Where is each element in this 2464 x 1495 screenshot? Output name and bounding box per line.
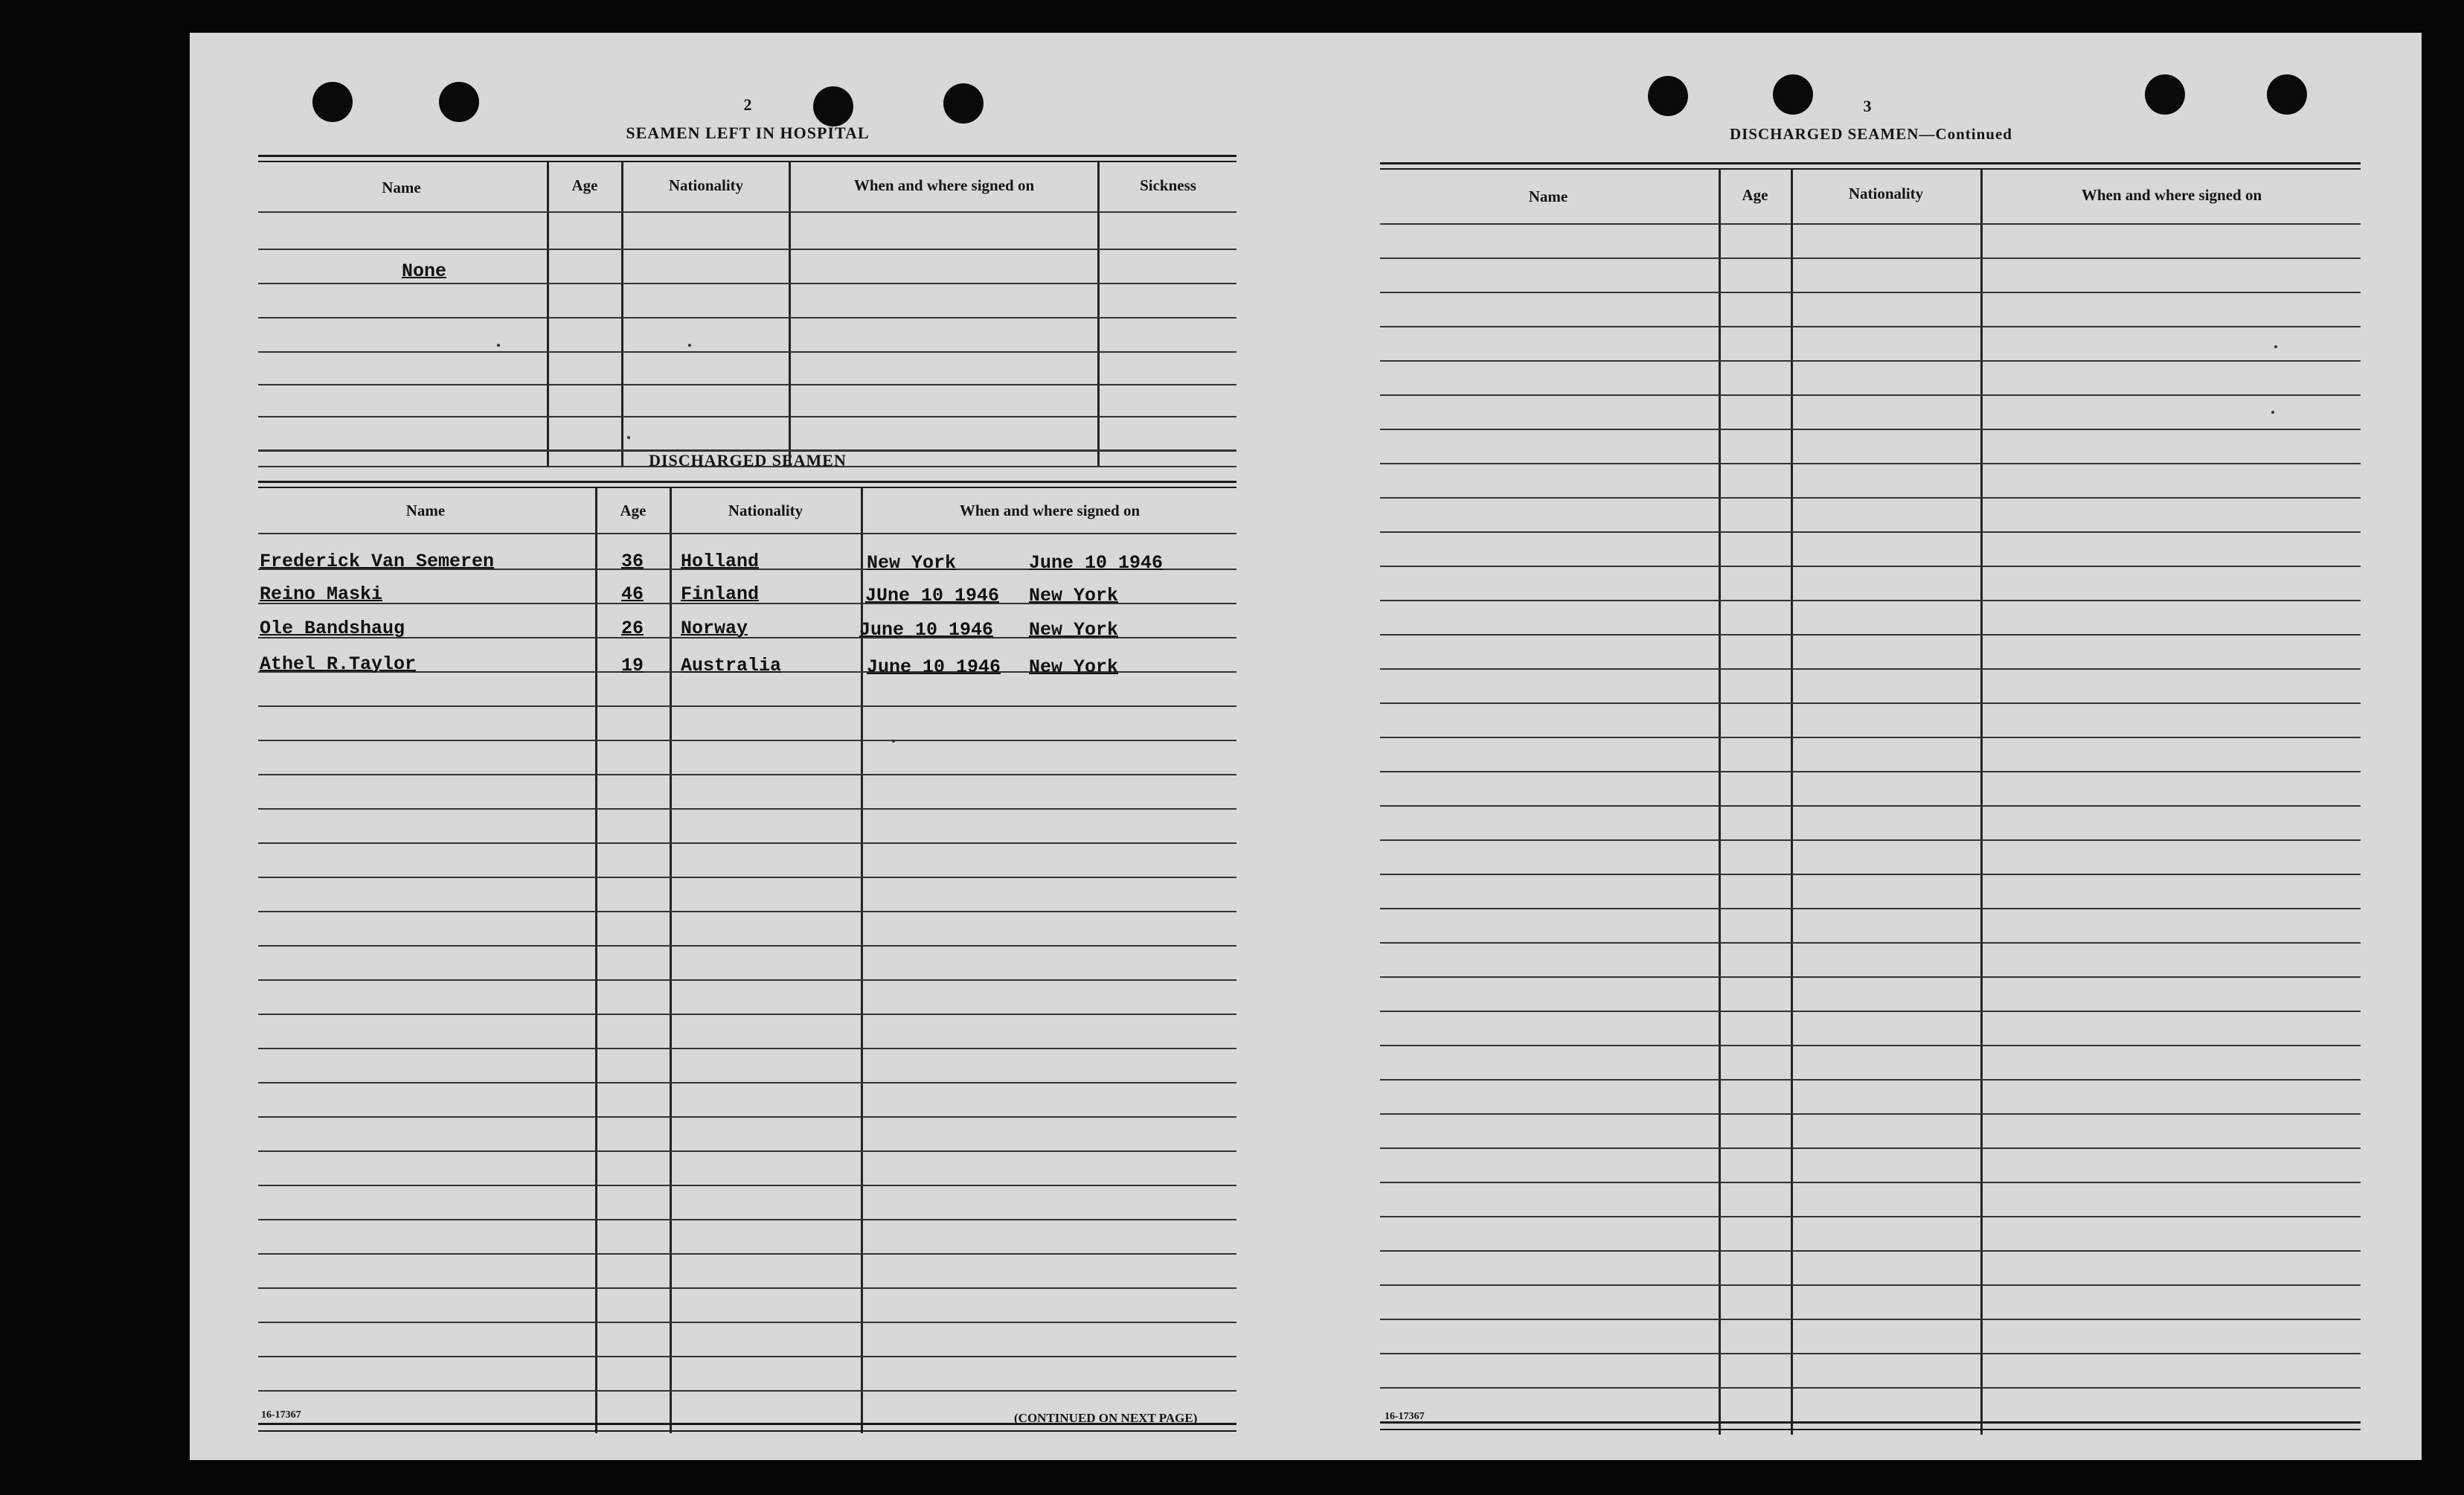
seaman-nationality: Norway: [681, 618, 748, 639]
scan-speck: [2274, 345, 2277, 348]
col-header-age: Age: [1742, 186, 1768, 204]
row-line: [258, 945, 1236, 947]
row-line: [258, 1082, 1236, 1083]
col-header-age: Age: [620, 502, 647, 519]
row-line: [258, 1185, 1236, 1186]
seaman-age: 19: [621, 655, 644, 676]
signed-on-2: June 10 1946: [1029, 552, 1164, 574]
form-code: 16-17367: [261, 1409, 301, 1421]
seaman-age: 36: [621, 551, 644, 572]
seaman-age: 26: [621, 618, 644, 639]
row-line: [258, 740, 1236, 741]
col-header-signed-on: When and where signed on: [959, 502, 1140, 519]
punch-hole: [943, 83, 984, 124]
signed-on-2: New York: [1029, 619, 1119, 641]
seaman-nationality: Finland: [681, 583, 760, 605]
row-line: [258, 1356, 1236, 1357]
punch-hole: [312, 82, 353, 122]
row-line: [258, 808, 1236, 810]
scan-speck: [688, 344, 691, 347]
seaman-age: 46: [621, 583, 644, 605]
col-header-name: Name: [1528, 188, 1568, 205]
signed-on-1: JUne 10 1946: [865, 585, 1000, 606]
col-header-name: Name: [382, 179, 421, 196]
col-header-nationality: Nationality: [728, 502, 803, 519]
col-header-signed-on: When and where signed on: [2081, 186, 2262, 204]
row-line: [258, 1219, 1236, 1220]
col-header-signed-on: When and where signed on: [853, 176, 1035, 194]
row-line: [258, 1150, 1236, 1152]
row-line: [258, 1253, 1236, 1255]
scan-speck: [627, 436, 630, 439]
punch-hole: [1773, 74, 1813, 115]
seaman-nationality: Australia: [681, 655, 782, 676]
row-line: [258, 705, 1236, 707]
punch-hole: [2145, 74, 2185, 115]
row-line: [258, 877, 1236, 878]
row-line: [258, 1014, 1236, 1015]
scan-speck: [2271, 411, 2274, 414]
document-scan: [190, 33, 2422, 1460]
row-line: [258, 533, 1236, 534]
row-line: [258, 1322, 1236, 1323]
row-line: [258, 1287, 1236, 1289]
hospital-entry-name: None: [402, 260, 447, 282]
signed-on-2: New York: [1029, 585, 1119, 606]
punch-hole: [813, 86, 853, 127]
col-header-age: Age: [571, 176, 598, 194]
row-line: [258, 1048, 1236, 1049]
row-line: [258, 1390, 1236, 1392]
col-header-nationality: Nationality: [668, 176, 744, 194]
seaman-name: Ole Bandshaug: [260, 618, 405, 639]
hospital-section-title: SEAMEN LEFT IN HOSPITAL: [626, 124, 870, 142]
signed-on-1: June 10 1946: [867, 656, 1001, 678]
signed-on-1: June 10 1946: [859, 619, 994, 641]
scan-speck: [892, 740, 895, 743]
punch-hole: [2267, 74, 2307, 115]
punch-hole: [1648, 76, 1688, 116]
seaman-name: Reino Maski: [260, 583, 383, 605]
row-line: [258, 1116, 1236, 1118]
discharged-continued-title: DISCHARGED SEAMEN—Continued: [1730, 125, 2012, 143]
page-number: 3: [1863, 97, 1872, 115]
signed-on-2: New York: [1029, 656, 1119, 678]
col-header-nationality: Nationality: [1848, 185, 1924, 202]
continued-note: (CONTINUED ON NEXT PAGE): [1014, 1411, 1198, 1425]
signed-on-1: New York: [867, 552, 957, 574]
row-line: [258, 911, 1236, 912]
col-header-name: Name: [405, 502, 446, 519]
row-line: [258, 774, 1236, 775]
punch-hole: [439, 82, 479, 122]
row-line: [258, 979, 1236, 981]
discharged-section-title: DISCHARGED SEAMEN: [649, 451, 847, 470]
row-line: [258, 842, 1236, 844]
form-code: 16-17367: [1385, 1411, 1425, 1422]
page-number: 2: [743, 95, 752, 114]
seaman-name: Frederick Van Semeren: [260, 551, 495, 572]
seaman-name: Athel R.Taylor: [260, 653, 417, 675]
col-header-sickness: Sickness: [1140, 176, 1196, 194]
scan-speck: [497, 344, 500, 347]
seaman-nationality: Holland: [681, 551, 760, 572]
